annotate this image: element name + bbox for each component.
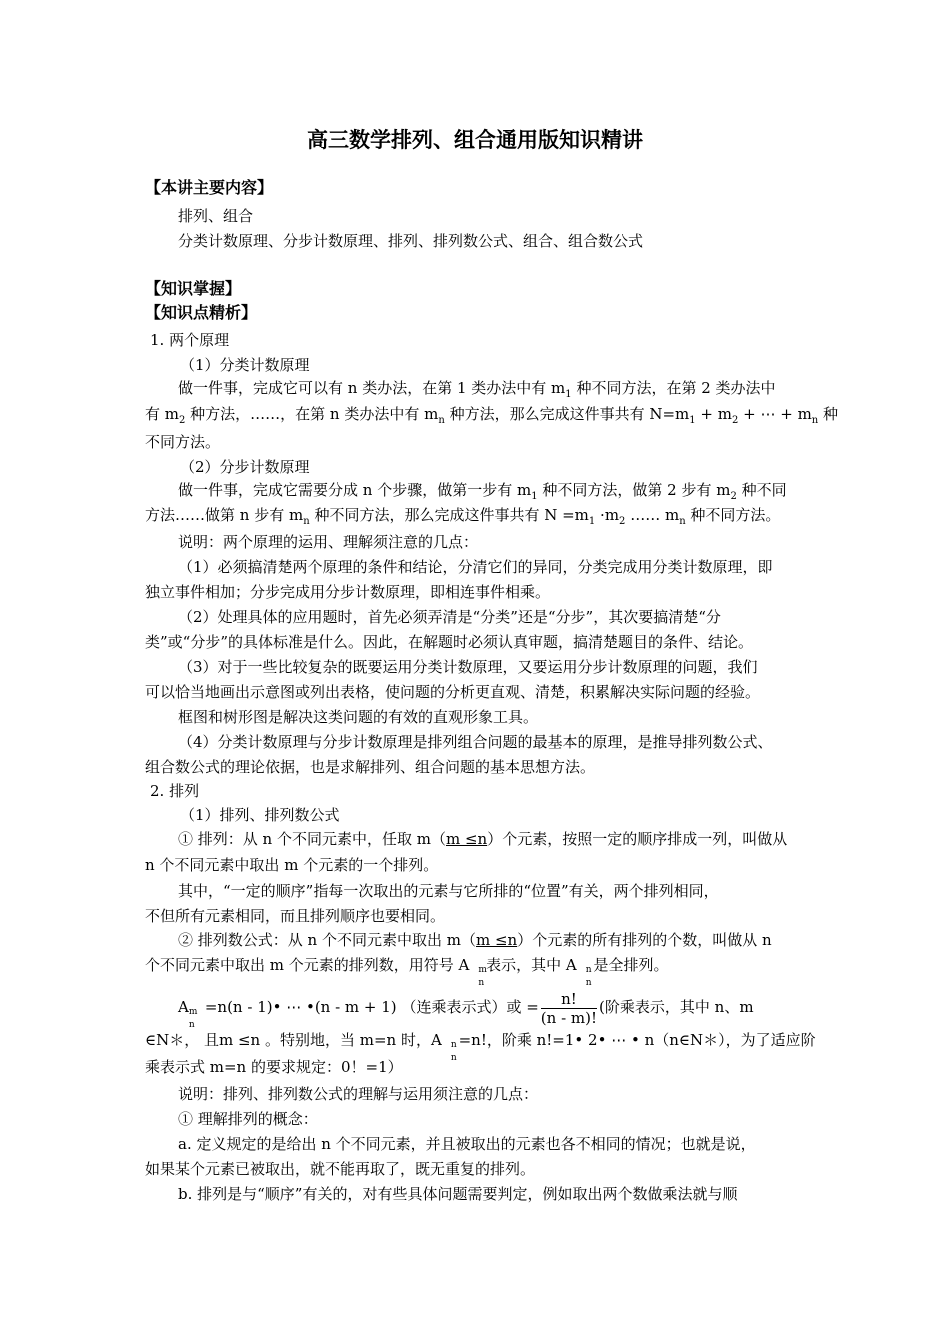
page-title: 高三数学排列、组合通用版知识精讲	[307, 128, 643, 152]
note-line: ① 理解排列的概念：	[178, 1110, 318, 1128]
note-line: 框图和树形图是解决这类问题的有效的直观形象工具。	[178, 708, 539, 726]
section-heading-knowledge: 【知识掌握】	[145, 279, 242, 298]
part-heading-permutation: 2. 排列	[150, 782, 200, 800]
definition-line: 个不同元素中取出 m 个元素的排列数，用符号 A m n 表示，其中 A n n 是全排列。	[145, 956, 669, 988]
note-line: 组合数公式的理论依据，也是求解排列、组合问题的基本思想方法。	[145, 758, 596, 776]
note-line: （1）必须搞清楚两个原理的条件和结论，分清它们的异同，分类完成用分类计数原理，即	[178, 558, 773, 576]
note-line: （4）分类计数原理与分步计数原理是排列组合问题的最基本的原理，是推导排列数公式、	[178, 733, 773, 751]
formula-condition-line: ∈N＊， 且m ≤n 。特别地，当 m=n 时，A n n =n!，阶乘 n!=1• 2• ⋯ • n（n∈N＊），为了适应阶	[145, 1031, 816, 1063]
paragraph-line: 不同方法。	[145, 433, 221, 451]
definition-line: n 个不同元素中取出 m 个元素的一个排列。	[145, 856, 439, 874]
definition-line: ① 排列：从 n 个不同元素中，任取 m（m ≤n）个元素，按照一定的顺序排成一列，叫做从	[178, 830, 788, 848]
permutation-formula: A m n =n(n - 1)• ⋯ •(n - m + 1) （连乘表示式）或 = $\frac{n!}{(n - m)!}$ (阶乘表示，其中 n、m	[178, 989, 754, 1030]
note-line: 类”或“分步”的具体标准是什么。因此，在解题时必须认真审题，搞清楚题目的条件、结论。	[145, 633, 754, 651]
note-line: （3）对于一些比较复杂的既要运用分类计数原理，又要运用分步计数原理的问题，我们	[178, 658, 758, 676]
note-line: 说明：排列、排列数公式的理解与运用须注意的几点：	[178, 1085, 539, 1103]
factorial-fraction: $\frac{n!}{(n - m)!}$	[540, 989, 598, 1027]
explanation-line: 其中，“一定的顺序”指每一次取出的元素与它所排的“位置”有关，两个排列相同，	[178, 882, 719, 900]
main-content-line: 排列、组合	[178, 207, 254, 225]
paragraph-line: 做一件事，完成它可以有 n 类办法，在第 1 类办法中有 $m_1$ 种不同方法，在第 2 类办法中	[178, 379, 776, 400]
subheading-permutation-formula: （1）排列、排列数公式	[180, 806, 340, 824]
paragraph-line: 做一件事，完成它需要分成 n 个步骤，做第一步有 $m_1$ 种不同方法，做第 2 步有 $m_2$ 种不同	[178, 481, 787, 502]
explanation-line: 不但所有元素相同，而且排列顺序也要相同。	[145, 907, 446, 925]
note-line: 可以恰当地画出示意图或列出表格，使问题的分析更直观、清楚，积累解决实际问题的经验。	[145, 683, 761, 701]
note-line: 说明：两个原理的运用、理解须注意的几点：	[178, 533, 479, 551]
formula-condition-line: 乘表示式 m=n 的要求规定：0！=1）	[145, 1058, 403, 1076]
subheading-multiplication-principle: （2）分步计数原理	[180, 458, 310, 476]
m-le-n-condition: m ≤n	[445, 830, 488, 848]
definition-line: ② 排列数公式：从 n 个不同元素中取出 m（m ≤n）个元素的所有排列的个数，叫做从 n	[178, 931, 772, 949]
section-heading-main-content: 【本讲主要内容】	[145, 178, 274, 197]
note-line: 独立事件相加；分步完成用分步计数原理，即相连事件相乘。	[145, 583, 551, 601]
note-line: （2）处理具体的应用题时，首先必须弄清是“分类”还是“分步”，其次要搞清楚“分	[178, 608, 721, 626]
paragraph-line: 有 $m_2$ 种方法，……，在第 n 类办法中有 $m_n$ 种方法，那么完成这件事共有 $N=m_1 + m_2$ + ⋯ + $m_n$ 种	[145, 405, 839, 426]
main-content-line: 分类计数原理、分步计数原理、排列、排列数公式、组合、组合数公式	[178, 232, 644, 250]
part-heading-two-principles: 1. 两个原理	[150, 331, 230, 349]
note-line: a. 定义规定的是给出 n 个不同元素，并且被取出的元素也各不相同的情况；也就是说，	[178, 1135, 756, 1153]
section-subheading-analysis: 【知识点精析】	[145, 303, 258, 322]
subheading-addition-principle: （1）分类计数原理	[180, 356, 310, 374]
paragraph-line: 方法……做第 n 步有 $m_n$ 种不同方法，那么完成这件事共有 $N =m_1 \cdot m_2$ …… $m_n$ 种不同方法。	[145, 506, 781, 527]
note-line: 如果某个元素已被取出，就不能再取了，既无重复的排列。	[145, 1160, 536, 1178]
note-line: b. 排列是与“顺序”有关的，对有些具体问题需要判定，例如取出两个数做乘法就与顺	[178, 1185, 738, 1203]
